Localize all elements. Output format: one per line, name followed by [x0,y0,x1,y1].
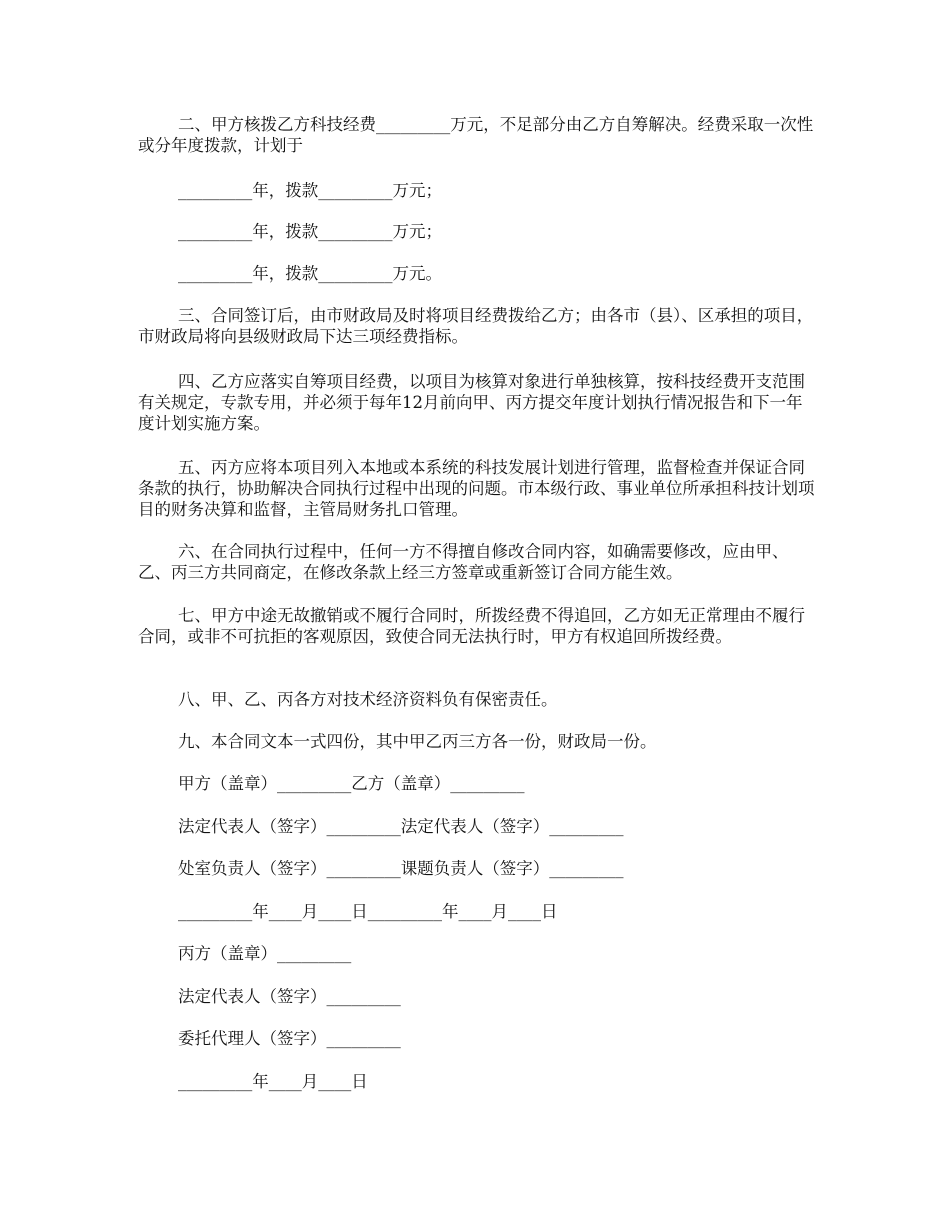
party-c-agent-line: 委托代理人（签字）_________ [178,1029,401,1048]
clause-7-termination: 七、甲方中途无故撤销或不履行合同时，所拨经费不得追回，乙方如无正常理由不履行合同，或非不可抗拒的客观原因，致使合同无法执行时，甲方有权追回所拨经费。 [138,606,805,646]
party-ab-seal-line: 甲方（盖章）_________乙方（盖章）_________ [178,774,525,793]
clause-8-confidentiality: 八、甲、乙、丙各方对技术经济资料负有保密责任。 [178,690,558,709]
party-ab-legal-rep-line: 法定代表人（签字）_________法定代表人（签字）_________ [178,817,624,836]
party-c-legal-rep-line: 法定代表人（签字）_________ [178,987,401,1006]
clause-2-funding: 二、甲方核拨乙方科技经费_________万元，不足部分由乙方自筹解决。经费采取一次性或分年度拨款，计划于 [138,115,814,155]
installment-line-2: _________年，拨款_________万元； [178,222,442,241]
installment-line-1: _________年，拨款_________万元； [178,181,442,200]
party-ab-date-line: _________年____月____日_________年____月____日 [178,902,558,921]
clause-5-supervision: 五、丙方应将本项目列入本地或本系统的科技发展计划进行管理，监督检查并保证合同条款的执行，协助解决合同执行过程中出现的问题。市本级行政、事业单位所承担科技计划项目的财务决算和监督，主管局财务扎口管理。 [138,458,815,519]
clause-4-self-funding: 四、乙方应落实自筹项目经费，以项目为核算对象进行单独核算，按科技经费开支范围有关规定，专款专用，并必须于每年12月前向甲、丙方提交年度计划执行情况报告和下一年度计划实施方案。 [138,372,805,433]
clause-9-copies: 九、本合同文本一式四份，其中甲乙丙三方各一份，财政局一份。 [178,732,657,751]
party-c-date-line: _________年____月____日 [178,1072,368,1091]
installment-line-3: _________年，拨款_________万元。 [178,264,442,283]
party-c-seal-line: 丙方（盖章）_________ [178,944,352,963]
party-ab-heads-line: 处室负责人（签字）_________课题负责人（签字）_________ [178,859,624,878]
clause-6-modification: 六、在合同执行过程中，任何一方不得擅自修改合同内容，如确需要修改，应由甲、乙、丙三方共同商定，在修改条款上经三方签章或重新签订合同方能生效。 [138,542,789,582]
clause-3-allocation: 三、合同签订后，由市财政局及时将项目经费拨给乙方；由各市（县）、区承担的项目，市财政局将向县级财政局下达三项经费指标。 [138,306,814,346]
